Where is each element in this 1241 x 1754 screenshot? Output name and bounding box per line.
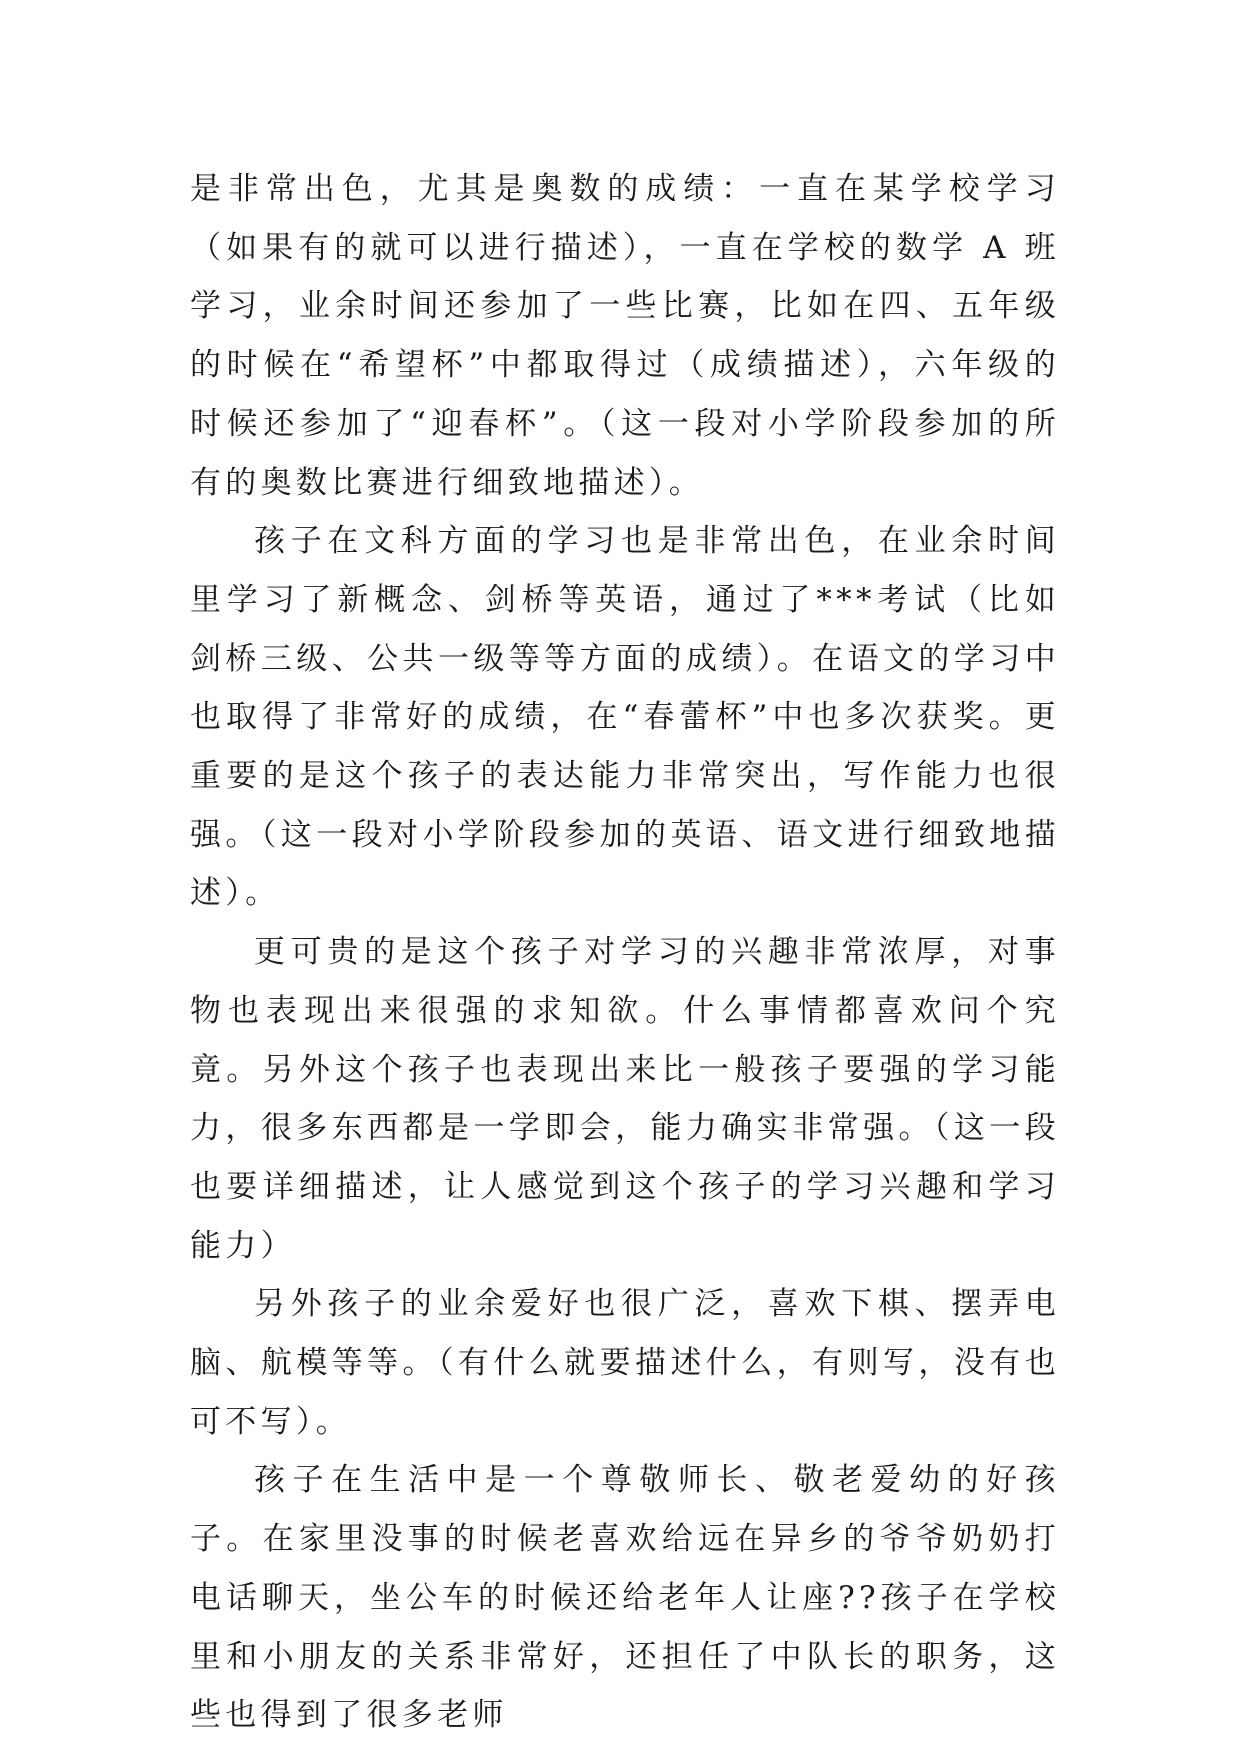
paragraph-daily-life: 孩子在生活中是一个尊敬师长、敬老爱幼的好孩子。在家里没事的时候老喜欢给远在异乡的爷爷奶奶打电话聊天，坐公车的时候还给老年人让座??孩子在学校里和小朋友的关系非常好，还担任了中队长的职务，这些也得到了很多老师 [190,1462,1060,1734]
paragraph-hobbies: 另外孩子的业余爱好也很广泛，喜欢下棋、摆弄电脑、航模等等。（有什么就要描述什么，有则写，没有也可不写）。 [190,1286,1060,1440]
document-body [190,160,1060,1745]
paragraph-learning-interest: 更可贵的是这个孩子对学习的兴趣非常浓厚，对事物也表现出来很强的求知欲。什么事情都喜欢问个究竟。另外这个孩子也表现出来比一般孩子要强的学习能力，很多东西都是一学即会，能力确实非常强。（这一段也要详细描述，让人感觉到这个孩子的学习兴趣和学习能力） [190,934,1060,1264]
paragraph-olympiad-math: 是非常出色，尤其是奥数的成绩：一直在某学校学习（如果有的就可以进行描述），一直在学校的数学 A 班学习，业余时间还参加了一些比赛，比如在四、五年级的时候在“希望杯”中都取得过（成绩描述），六年级的时候还参加了“迎春杯”。（这一段对小学阶段参加的所有的奥数比赛进行细致地描述）。 [190,171,1060,501]
paragraph-liberal-arts: 孩子在文科方面的学习也是非常出色，在业余时间里学习了新概念、剑桥等英语，通过了***考试（比如剑桥三级、公共一级等等方面的成绩）。在语文的学习中也取得了非常好的成绩，在“春蕾杯”中也多次获奖。更重要的是这个孩子的表达能力非常突出，写作能力也很强。（这一段对小学阶段参加的英语、语文进行细致地描述）。 [190,523,1060,912]
